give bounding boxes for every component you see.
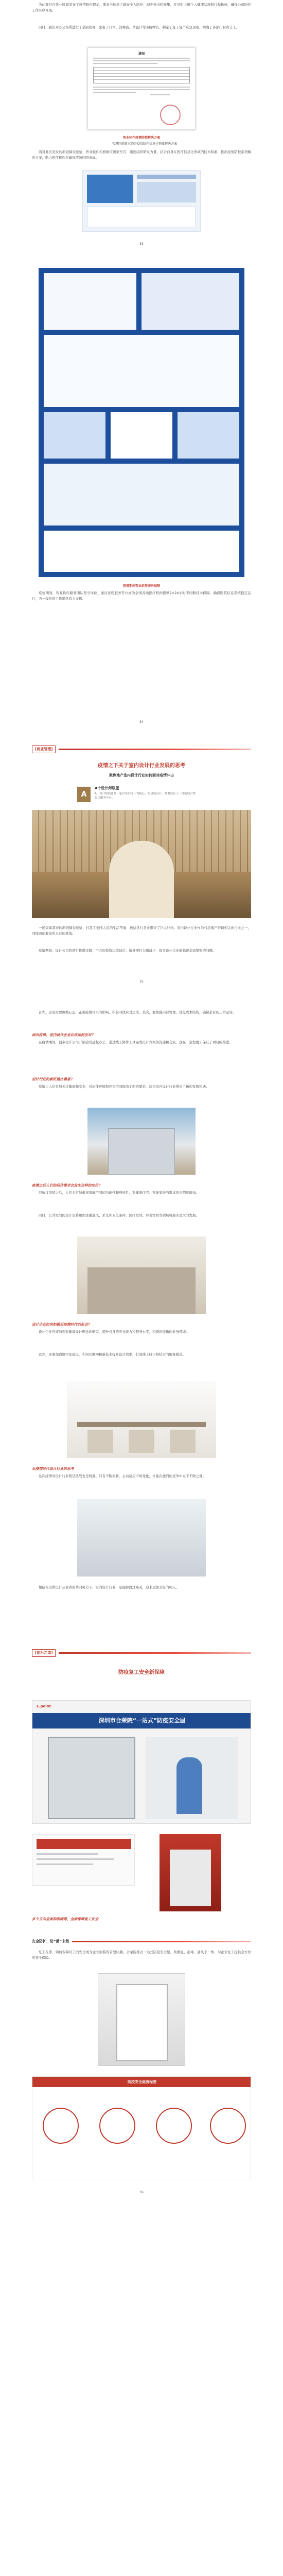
caption: 智业软件疫情防控解决方案 [122, 136, 160, 140]
paragraph: 相信在全体设计从业者的共同努力下，室内设计行业一定能够渡过难关，迎来更加美好的明天。 [39, 1585, 179, 1589]
section-tag: [商业管理] [32, 745, 56, 753]
page-number: 36 [139, 2191, 144, 2194]
paragraph: 复工在即，如何保障员工的安全成为企业面临的首要问题。合荣院推出一站式防疫安全屋，集测温、消毒、通风于一体，为企业复工提供全方位的安全保障。 [32, 1950, 251, 1960]
article-subtitle: 聚焦地产室内设计行业如何面对疫情冲击 [109, 773, 174, 777]
paragraph: 此外，还要加强数字化建设，利用互联网和新技术提升设计效率，打造线上线下相结合的服务模式。 [39, 1352, 186, 1357]
paragraph: 在疫情期间，很多设计公司开始尝试远程办公，通过线上协作工具完成设计方案的沟通和交流，这在一定程度上保证了项目的推进。 [39, 1040, 233, 1044]
document-title: 通知 [138, 52, 145, 56]
document-table [93, 67, 190, 83]
section-divider [59, 749, 251, 750]
paragraph: 同时，公共空间的设计也将更加注重通风、采光和卫生条件，医疗空间、养老空间等领域将迎来更大的发展。 [39, 1213, 199, 1217]
author-card [77, 786, 201, 806]
section-header [32, 1649, 251, 1657]
banner-title: 深圳市合荣院“一站式”防疫安全屋 [32, 1713, 251, 1728]
section-question: 后疫情时代设计行业的思考 [32, 1467, 74, 1471]
article-title: 防疫复工安全新保障 [118, 1670, 165, 1675]
section-question: 面对疫情，室内设计企业应该如何应对？ [32, 1033, 95, 1037]
paragraph: 为此我们在第一时间发布了疫情防控提示，要求全体员工做好个人防护，减少外出和聚集，并及时上报个人健康状况和行程轨迹，确保公司防控工作有序开展。 [32, 3, 251, 12]
disinfection-booth-image [98, 1973, 185, 2066]
section-question: 疫情之后人们的居住需求会发生怎样的变化？ [32, 1183, 102, 1188]
paragraph: 同时，我们对办公场所进行了全面消毒，配备了口罩、消毒液、体温计等防疫物资，制定了复工复产应急预案，明确了各部门职责分工。 [39, 25, 239, 29]
page-number: 33 [139, 242, 144, 246]
page-number: 35 [139, 980, 144, 984]
flow-title: 防疫安全屋流程图 [32, 2077, 251, 2087]
article-title: 疫情之下关于室内设计行业发展的思考 [98, 763, 185, 769]
brand-logo: E.point [37, 1704, 51, 1708]
section-question: 设计行业的新机遇在哪里？ [32, 1077, 74, 1081]
page-number: 34 [139, 720, 144, 724]
interior-space-photo [77, 1236, 206, 1314]
composite-screenshot-image [39, 268, 244, 577]
section-question: 多个方向全面抑制病毒，全面保障复工安全 [32, 1917, 99, 1921]
paragraph: 疫情期间，设计公司的项目推进受阻，甲方的投资决策延后，新签项目大幅减少，很多设计企业面临现金流紧张的问题。 [39, 948, 216, 953]
section-divider [72, 1941, 251, 1942]
paragraph: 面对此次突发的新冠肺炎疫情，智业软件积极响应国家号召，迅速组织研发力量，结合自身在医疗信息化领域的技术积累，推出疫情防控系列解决方案，助力医疗机构打赢疫情防控阻击战。 [32, 150, 251, 160]
caption: 疫情期间智业软件服务保障 [122, 584, 160, 588]
booth-image [48, 1737, 135, 1819]
library-interior-photo [32, 810, 251, 918]
paragraph: 这次疫情对设计行业既是挑战也是机遇。只有不断创新，主动适应市场变化，才能在激烈的竞争中立于不败之地。 [39, 1474, 206, 1478]
paragraph: 首先，企业需要调整心态，正视疫情带来的影响，积极寻找应对之策。其次，要加强内部管理，优化成本结构，确保企业的正常运转。 [39, 1010, 236, 1014]
booth-interior-image [146, 1737, 238, 1819]
sub-section-header [32, 1937, 251, 1945]
section-tag: [前沿之道] [32, 1649, 56, 1657]
paragraph: 疫情让人们更加关注健康和安全，对居住环境和办公空间提出了新的要求，这为室内设计行业带来了新的发展机遇。 [39, 1084, 209, 1089]
author-logo: A [77, 787, 91, 802]
paragraph: 一场突如其来的新冠肺炎疫情，打乱了全国人民的生活节奏，也给各行各业带来了巨大冲击。室内设计行业作为与房地产密切相关的行业之一，同样面临着前所未有的挑战。 [32, 926, 251, 936]
notice-document-image [87, 47, 196, 130]
paragraph: 疫情期间，智业软件服务团队坚守岗位，通过远程服务等方式为全国各地医疗机构提供7×24小时不间断技术保障，确保医院信息系统稳定运行，为一线抗疫工作提供有力支撑。 [32, 591, 251, 601]
author-description: A十设计师联盟是一家以室内设计为核心，集建筑设计、景观设计于一体的综合性设计服务平台。 [95, 792, 196, 800]
section-question: 设计企业如何把握后疫情时代的机会？ [32, 1323, 92, 1327]
section-header [32, 745, 251, 753]
section-divider [59, 1652, 251, 1654]
red-seal-stamp [160, 105, 181, 125]
office-interior-photo [67, 1381, 216, 1458]
caption-sub: ——智慧医院新冠肺炎疫情防控信息化整体解决方案 [105, 142, 177, 146]
author-name: A十设计师联盟 [95, 786, 119, 790]
feature-panel [32, 1834, 135, 1886]
building-exterior-photo [87, 1108, 196, 1175]
paragraph: 经历过疫情之后，人们会更加重视家庭空间的功能性和舒适性，对健康住宅、智能家居的需求将会明显增加。 [39, 1191, 199, 1195]
safety-house-banner [32, 1700, 251, 1824]
paragraph: 设计企业应该加强对健康设计理念的研究，提升自身的专业能力和服务水平，积极拓展新的业务领域。 [39, 1330, 189, 1334]
sub-section-title: 安全防护，防“菌”未然 [32, 1939, 69, 1943]
safety-flow-chart [32, 2076, 251, 2179]
public-space-photo [77, 1499, 206, 1577]
system-screenshot-image [82, 170, 201, 232]
safety-house-product-image [160, 1834, 221, 1911]
